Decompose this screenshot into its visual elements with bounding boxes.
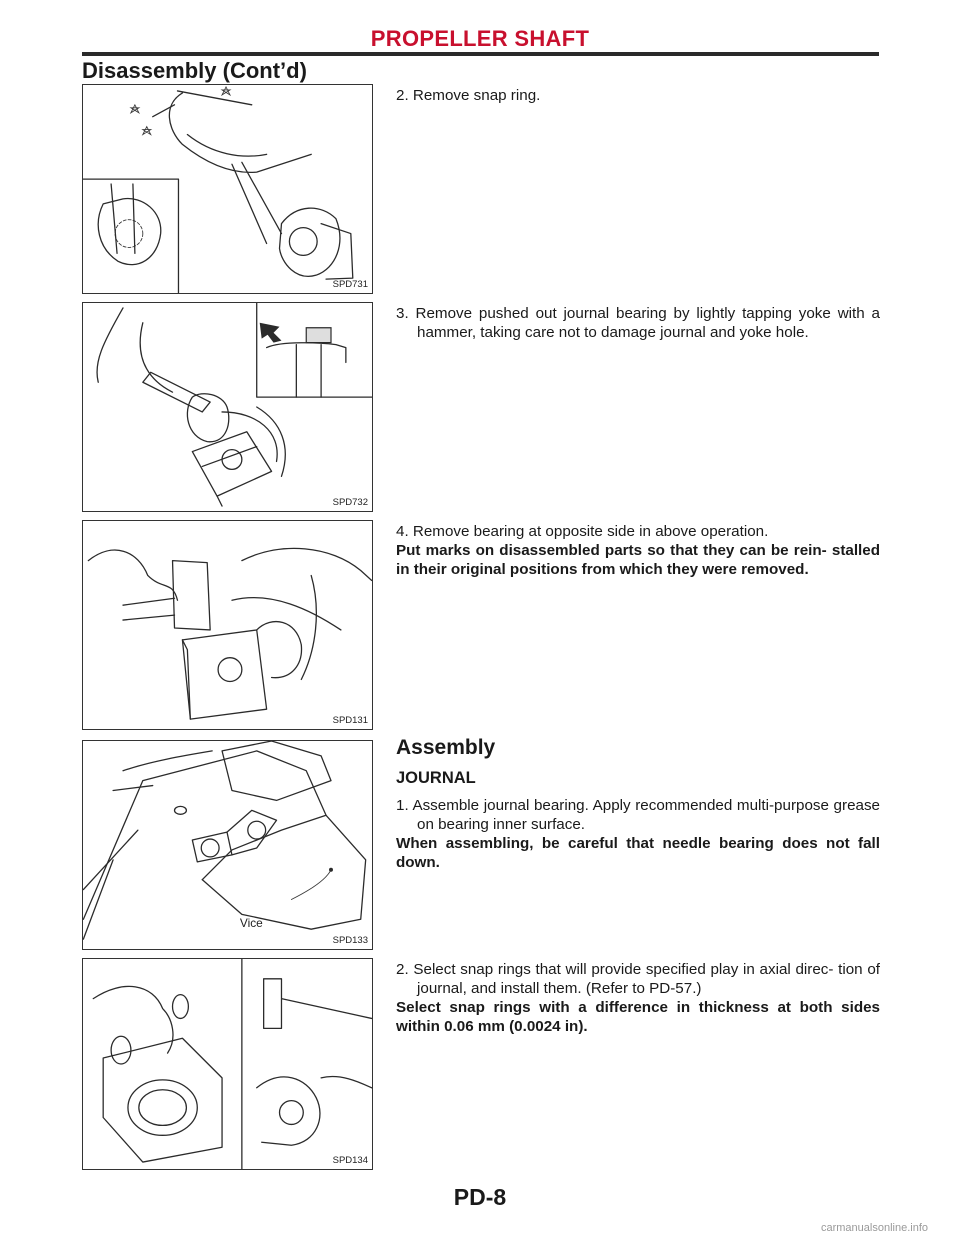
- section-title: Assembly: [396, 736, 496, 759]
- step-text: 3. Remove pushed out journal bearing by lightly tapping yoke with a hammer, taking care not to damage journal and yoke hole.: [396, 305, 880, 341]
- step-remove-journal-bearing: [396, 304, 880, 342]
- figure-spd134: [82, 958, 373, 1170]
- figure-spd131: [82, 520, 373, 730]
- section-header-title: PROPELLER SHAFT: [370, 26, 590, 51]
- subsection-title: JOURNAL: [396, 769, 476, 787]
- figure-code: SPD731: [332, 279, 368, 290]
- watermark: carmanualsonline.info: [820, 1222, 928, 1234]
- step-text: 2. Remove snap ring.: [396, 87, 541, 104]
- step-remove-opposite-bearing: [396, 522, 880, 579]
- note-text: Select snap rings with a difference in thickness at both sides within 0.06 mm (0.0024 in).: [396, 999, 880, 1035]
- vice-label: Vice: [239, 916, 263, 931]
- step-text: 4. Remove bearing at opposite side in above operation.: [396, 523, 769, 540]
- step-text: 2. Select snap rings that will provide specified play in axial direc- tion of journal, and install them. (Refer to PD-57.): [396, 961, 880, 997]
- hammer-yoke-illustration: [83, 303, 372, 511]
- figure-code: SPD133: [332, 935, 368, 946]
- step-select-snap-rings: [396, 960, 880, 1036]
- journal-in-vice-illustration: [83, 741, 372, 949]
- figure-code: SPD134: [332, 1155, 368, 1166]
- step-remove-snap-ring: [396, 86, 880, 105]
- page-subtitle: Disassembly (Cont’d): [82, 58, 307, 83]
- hammer-bearing-illustration: [83, 521, 372, 729]
- step-text: 1. Assemble journal bearing. Apply recommended multi-purpose grease on bearing inner surface.: [396, 797, 880, 833]
- figure-spd732: [82, 302, 373, 512]
- header-divider: [82, 52, 879, 56]
- figure-code: SPD732: [332, 497, 368, 508]
- snap-ring-pliers-illustration: [83, 85, 372, 293]
- assembly-section: [396, 738, 880, 872]
- note-text: When assembling, be careful that needle bearing does not fall down.: [396, 835, 880, 871]
- figure-code: SPD131: [332, 715, 368, 726]
- figure-spd133: [82, 740, 373, 950]
- figure-spd731: [82, 84, 373, 294]
- note-text: Put marks on disassembled parts so that they can be rein- stalled in their original positions from which they were removed.: [396, 542, 880, 578]
- snap-ring-install-illustration: [83, 959, 372, 1169]
- page-number: PD-8: [453, 1184, 507, 1210]
